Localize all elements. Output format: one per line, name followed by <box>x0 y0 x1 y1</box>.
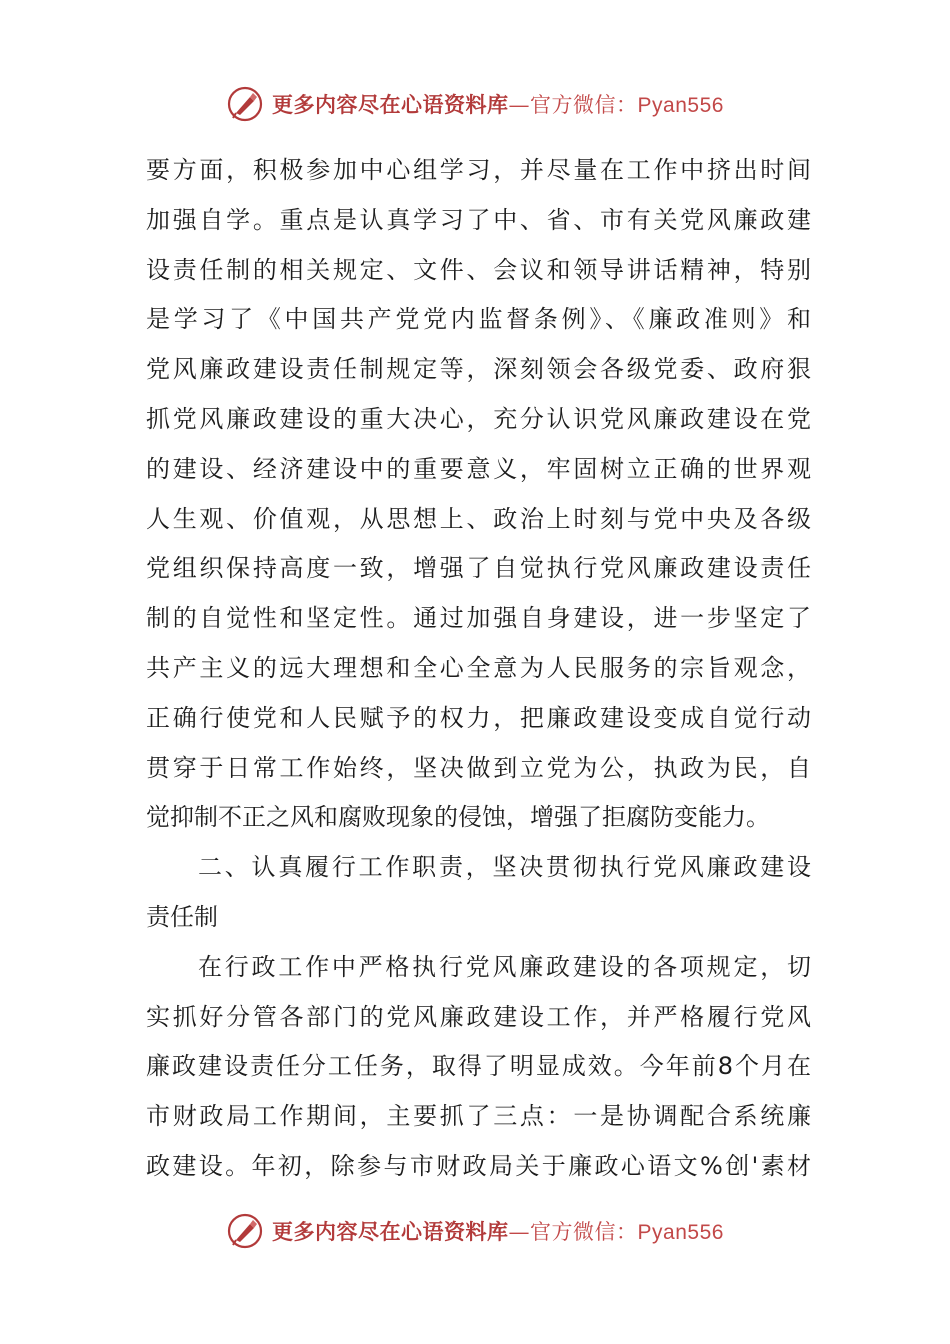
text-line: 加强自学。重点是认真学习了中、省、市有关党风廉政建 <box>146 205 811 234</box>
footer-dash: — <box>508 1220 531 1244</box>
text-line: 的建设、经济建设中的重要意义，牢固树立正确的世界观 <box>146 454 811 483</box>
header-main: 更多内容尽在心语资料库 <box>272 92 509 117</box>
text-line: 市财政局工作期间，主要抓了三点：一是协调配合系统廉 <box>146 1102 811 1131</box>
text-line: 政建设。年初，除参与市财政局关于廉政心语文%创'素材 <box>146 1151 811 1180</box>
text-line: 共产主义的远大理想和全心全意为人民服务的宗旨观念， <box>146 653 811 682</box>
text-line: 觉抑制不正之风和腐败现象的侵蚀，增强了拒腐防变能力。 <box>146 803 770 832</box>
section-heading: 二、认真履行工作职责，坚决贯彻执行党风廉政建设 <box>198 853 811 882</box>
text-line: 贯穿于日常工作始终，坚决做到立党为公，执政为民，自 <box>146 753 811 782</box>
footer-id: Pyan556 <box>637 1221 724 1244</box>
text-line: 党风廉政建设责任制规定等，深刻领会各级党委、政府狠 <box>146 355 811 384</box>
text-line: 抓党风廉政建设的重大决心，充分认识党风廉政建设在党 <box>146 404 811 433</box>
document-body <box>146 146 811 1192</box>
text-line: 是学习了《中国共产党党内监督条例》、《廉政准则》和 <box>146 305 811 334</box>
footer-main: 更多内容尽在心语资料库 <box>272 1219 509 1244</box>
text-line: 廉政建设责任分工任务，取得了明显成效。今年前8个月在 <box>146 1052 811 1081</box>
section-heading-cont: 责任制 <box>146 902 218 931</box>
text-line: 设责任制的相关规定、文件、会议和领导讲话精神，特别 <box>146 255 811 284</box>
text-line: 正确行使党和人民赋予的权力，把廉政建设变成自觉行动 <box>146 703 811 732</box>
header-id: Pyan556 <box>637 94 724 117</box>
text-line: 在行政工作中严格执行党风廉政建设的各项规定，切 <box>198 952 811 981</box>
text-line: 人生观、价值观，从思想上、政治上时刻与党中央及各级 <box>146 504 811 533</box>
footer-banner <box>0 1209 950 1253</box>
text-line: 制的自觉性和坚定性。通过加强自身建设，进一步坚定了 <box>146 604 811 633</box>
footer-text <box>272 1216 724 1246</box>
text-line: 实抓好分管各部门的党风廉政建设工作，并严格履行党风 <box>146 1002 811 1031</box>
pen-nib-logo-icon <box>226 85 264 123</box>
footer-sub: 官方微信： <box>530 1220 638 1244</box>
header-dash: — <box>508 93 531 117</box>
text-line: 党组织保持高度一致，增强了自觉执行党风廉政建设责任 <box>146 554 811 583</box>
header-text <box>272 89 724 119</box>
pen-nib-logo-icon <box>226 1212 264 1250</box>
header-sub: 官方微信： <box>530 93 638 117</box>
header-banner <box>0 82 950 126</box>
text-line: 要方面，积极参加中心组学习，并尽量在工作中挤出时间 <box>146 156 811 184</box>
